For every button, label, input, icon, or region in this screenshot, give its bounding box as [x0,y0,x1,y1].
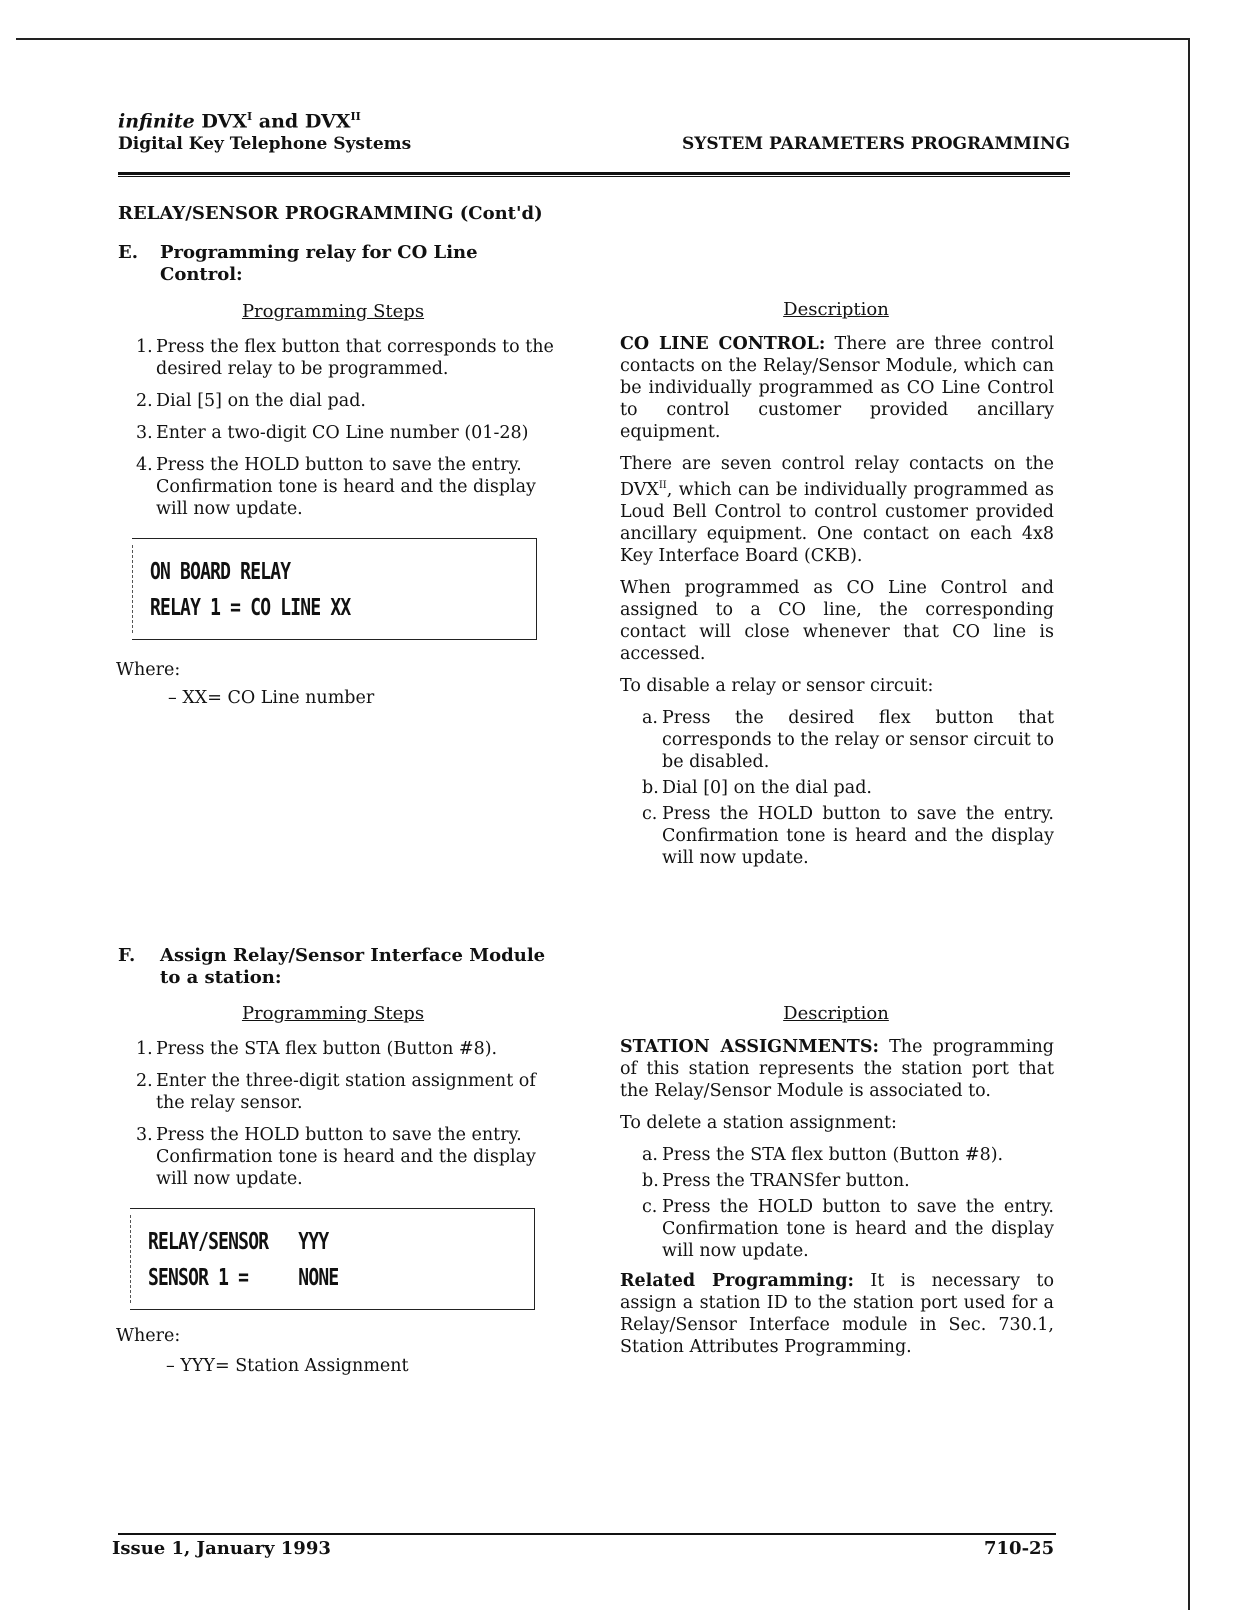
desc-paragraph: To disable a relay or sensor circuit: [620,675,934,696]
part-f-letter: F. [118,945,136,966]
list-item: b. Dial [0] on the dial pad. [642,777,872,798]
section-title: RELAY/SENSOR PROGRAMMING (Cont'd) [118,203,543,224]
model-dvx1: DVX [201,110,248,133]
part-f-steps [136,1038,556,1200]
step-item: 2. Dial [5] on the dial pad. [136,391,366,411]
part-f-desc-title: Description [783,1003,889,1024]
footer-issue: Issue 1, January 1993 [112,1538,331,1559]
step-item: 3. Enter a two-digit CO Line number (01-28) [136,423,529,443]
step-item: 4. Press the HOLD button to save the entry. Confirmation tone is heard and the display will now update. [136,455,536,519]
desc-paragraph: To delete a station assignment: [620,1113,897,1133]
brand-name: infinite [118,110,195,133]
where-item-f: – YYY= Station Assignment [166,1356,409,1376]
footer-rule [118,1533,1056,1535]
list-item: c. Press the HOLD button to save the entry. Confirmation tone is heard and the display will now update. [642,1197,1054,1261]
part-f-steps-title: Programming Steps [241,1003,425,1024]
step-item: 2. Enter the three-digit station assignment of the relay sensor. [136,1071,536,1113]
page-header [118,110,1070,154]
list-item: a. Press the STA flex button (Button #8). [642,1145,1004,1165]
part-f-title-1: Assign Relay/Sensor Interface Module [160,945,546,966]
part-f-title-2: to a station: [160,967,282,988]
part-e-desc-title: Description [783,299,889,320]
disable-steps [642,707,1054,869]
desc-paragraph: There are seven control relay contacts on the $DVX^{II}$, which can be individually programmed as Loud Bell Control to control customer provided ancillary equipment. One contact on each 4x8 Key Interface Board (CKB). [620,454,1054,566]
model-dvx2: and DVX [258,110,351,133]
lcd-display-f [130,1208,535,1310]
header-rule [118,172,1070,175]
desc-paragraph: STATION ASSIGNMENTS: The programming of this station represents the station port that the Relay/Sensor Module is associated to. [620,1037,1054,1101]
part-e-description [620,333,1054,877]
where-label-e: Where: [116,660,181,680]
part-e-title-2: Control: [160,264,243,285]
part-e-steps [136,336,556,530]
where-item-e: – XX= CO Line number [168,688,375,708]
part-e-heading [118,242,478,286]
product-title [118,110,1070,132]
step-item: 1. Press the flex button that corresponds to the desired relay to be programmed. [136,337,554,379]
lcd-line-1: ON BOARD RELAY [150,559,291,585]
part-f-heading [118,945,545,989]
lcd-display-e [132,538,537,640]
where-label-f: Where: [116,1326,181,1346]
lcd-line-1: RELAY/SENSOR YYY [148,1229,329,1255]
step-item: 1. Press the STA flex button (Button #8). [136,1039,498,1059]
desc-paragraph: When programmed as CO Line Control and assigned to a CO line, the corresponding contact will close whenever that CO line is accessed. [620,577,1054,664]
step-item: 3. Press the HOLD button to save the entry. Confirmation tone is heard and the display will now update. [136,1125,536,1189]
part-f-description [620,1036,1054,1368]
list-item: a. Press the desired flex button that corresponds to the relay or sensor circuit to be disabled. [642,707,1054,772]
desc-paragraph: CO LINE CONTROL: There are three control contacts on the Relay/Sensor Module, which can be individually programmed as CO Line Control to control customer provided ancillary equipment. [620,334,1054,442]
model-sup-1: I [247,110,253,123]
page-number: 710-25 [984,1538,1055,1559]
header-subtitle: Digital Key Telephone Systems [118,134,412,155]
related-programming: Related Programming: It is necessary to assign a station ID to the station port used for a Relay/Sensor Interface module in Sec. 730.1, Station Attributes Programming. [620,1271,1054,1357]
model-sup-2: II [350,110,361,123]
list-item: c. Press the HOLD button to save the entry. Confirmation tone is heard and the display will now update. [642,803,1054,868]
header-rule-thin [118,176,1070,177]
part-e-steps-title: Programming Steps [241,301,425,322]
part-e-letter: E. [118,242,138,263]
part-e-title-1: Programming relay for CO Line [160,242,478,263]
delete-steps [642,1144,1054,1262]
header-section: SYSTEM PARAMETERS PROGRAMMING [682,134,1070,155]
list-item: b. Press the TRANSfer button. [642,1171,910,1191]
lcd-line-2: RELAY 1 = CO LINE XX [150,595,351,621]
lcd-line-2: SENSOR 1 = NONE [148,1265,339,1291]
